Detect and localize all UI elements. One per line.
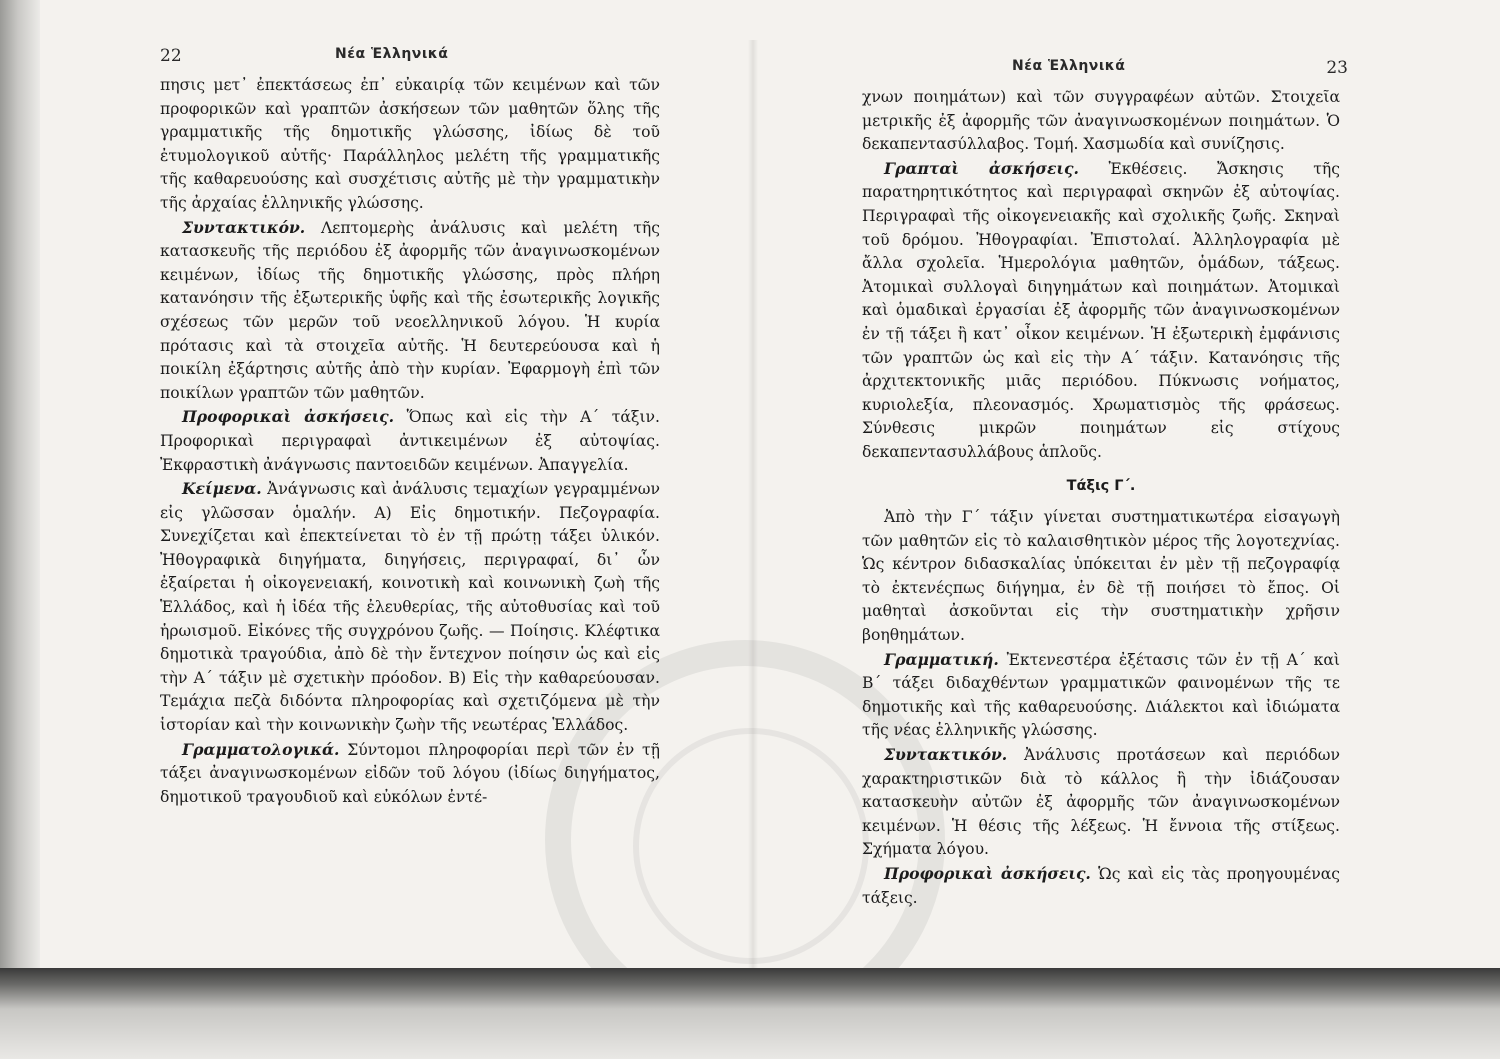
- paragraph: [160, 216, 660, 406]
- paragraph-label: Προφορικαὶ ἀσκήσεις.: [884, 864, 1091, 883]
- right-page-header: [862, 52, 1348, 86]
- paragraph: [862, 506, 1340, 648]
- left-running-title: Νέα Ἑλληνικά: [335, 46, 449, 62]
- paragraph: [862, 157, 1340, 465]
- paragraph: [160, 74, 660, 216]
- left-page-number: 22: [160, 46, 182, 66]
- paragraph: [862, 862, 1340, 910]
- paragraph-label: Συντακτικόν.: [182, 217, 306, 237]
- right-running-title: Νέα Ἑλληνικά: [1012, 58, 1126, 74]
- right-page-number: 23: [1326, 58, 1348, 78]
- left-page-body: [160, 74, 660, 809]
- paragraph: [862, 86, 1340, 157]
- left-page-header: [160, 40, 660, 74]
- paragraph-text: Ἀνάγνωσις καὶ ἀνάλυσις τεμαχίων γεγραμμένων εἰς γλῶσσαν ὁμαλήν. Α) Εἰς δημοτικήν. Πεζογραφία. Συνεχίζεται καὶ ἐπεκτείνεται τὸ ἐν τῇ πρώτῃ τάξει ὑλικόν. Ἠθογραφικὰ διηγήματα, διηγήσεις, περιγραφαί, δι᾽ ὧν ἐξαίρεται ἡ οἰκογενειακή, κοινοτικὴ καὶ κοινωνικὴ ζωὴ τῆς Ἑλλάδος, καὶ ἡ ἰδέα τῆς ἐλευθερίας, τῆς αὐτοθυσίας καὶ τοῦ ἡρωισμοῦ. Εἰκόνες τῆς συγχρόνου ζωῆς. — Ποίησις. Κλέφτικα δημοτικὰ τραγούδια, ἀπὸ δὲ τὴν ἔντεχνον ποίησιν ὡς καὶ εἰς τὴν Α΄ τάξιν μὲ σχετικὴν πρόοδον. Β) Εἰς τὴν καθαρεύουσαν. Τεμάχια πεζὰ διδόντα πληροφορίας καὶ σχετιζόμενα μὲ τὴν ἱστορίαν καὶ τὴν κοινωνικὴν ζωὴν τῆς νεωτέρας Ἑλλάδος.: [160, 480, 660, 735]
- paragraph-label: Γραμματολογικά.: [182, 739, 340, 759]
- left-page: [160, 40, 660, 809]
- paragraph-text: Ἐκθέσεις. Ἄσκησις τῆς παρατηρητικότητος καὶ περιγραφαὶ σκηνῶν ἐξ αὐτοψίας. Περιγραφαὶ τῆς οἰκογενειακῆς καὶ σχολικῆς ζωῆς. Σκηναὶ τοῦ δρόμου. Ἠθογραφίαι. Ἐπιστολαί. Ἀλληλογραφία μὲ ἄλλα σχολεῖα. Ἡμερολόγια μαθητῶν, ὁμάδων, τάξεως. Ἀτομικαὶ συλλογαὶ διηγημάτων καὶ ποιημάτων. Ἀτομικαὶ καὶ ὁμαδικαὶ ἐργασίαι ἐξ ἀφορμῆς τῶν ἀναγινωσκομένων ἐν τῇ τάξει ἢ κατ᾽ οἶκον κειμένων. Ἡ ἐξωτερικὴ ἐμφάνισις τῶν γραπτῶν ὡς καὶ εἰς τὴν Α΄ τάξιν. Κατανόησις τῆς ἀρχιτεκτονικῆς μιᾶς περιόδου. Πύκνωσις νοήματος, κυριολεξία, πλεονασμός. Χρωματισμὸς τῆς φράσεως. Σύνθεσις μικρῶν ποιημάτων εἰς στίχους δεκαπεντασυλλάβους ἁπλοῦς.: [862, 159, 1340, 461]
- paragraph: [160, 477, 660, 738]
- scan-left-edge: [0, 0, 40, 1059]
- paragraph: [862, 648, 1340, 743]
- paragraph-text: Ὡς καὶ εἰς τὰς προηγουμένας τάξεις.: [862, 865, 1340, 907]
- paragraph-text: Ἐκτενεστέρα ἐξέτασις τῶν ἐν τῇ Α΄ καὶ Β΄ τάξει διδαχθέντων γραμματικῶν φαινομένων τῆς τε δημοτικῆς καὶ τῆς καθαρευούσης. Διάλεκτοι καὶ ἰδιώματα τῆς νέας ἑλληνικῆς γλώσσης.: [862, 650, 1340, 740]
- section-heading: Τάξις Γ΄.: [1066, 477, 1136, 494]
- paragraph-label: Προφορικαὶ ἀσκήσεις.: [182, 407, 395, 427]
- paragraph-text: χνων ποιημάτων) καὶ τῶν συγγραφέων αὐτῶν. Στοιχεῖα μετρικῆς ἐξ ἀφορμῆς τῶν ἀναγινωσκομένων ποιημάτων. Ὁ δεκαπεντασύλλαβος. Τομή. Χασμωδία καὶ συνίζησις.: [862, 88, 1340, 154]
- paragraph-text: Λεπτομερὴς ἀνάλυσις καὶ μελέτη τῆς κατασκευῆς τῆς περιόδου ἐξ ἀφορμῆς τῶν ἀναγινωσκομένων κειμένων, ἰδίως τῆς δημοτικῆς γλώσσης, πρὸς πλήρη κατανόησιν τῆς ἐξωτερικῆς ὑφῆς καὶ τῆς ἐσωτερικῆς λογικῆς σχέσεως τῶν μερῶν τοῦ νεοελληνικοῦ λόγου. Ἡ κυρία πρότασις καὶ τὰ στοιχεῖα αὐτῆς. Ἡ δευτερεύουσα καὶ ἡ ποικίλη ἐξάρτησις αὐτῆς ἀπὸ τὴν κυρίαν. Ἐφαρμογὴ ἐπὶ τῶν ποικίλων γραπτῶν τῶν μαθητῶν.: [160, 218, 660, 402]
- paragraph: [862, 743, 1340, 862]
- watermark-seal-inner: [633, 728, 869, 964]
- paragraph-label: Γραπταὶ ἀσκήσεις.: [884, 158, 1079, 178]
- paragraph-text: Ἀπὸ τὴν Γ΄ τάξιν γίνεται συστηματικωτέρα εἰσαγωγὴ τῶν μαθητῶν εἰς τὸ καλαισθητικὸν μέρος τῆς λογοτεχνίας. Ὡς κέντρον διδασκαλίας ὑπόκειται ἐν μὲν τῇ πεζογραφίᾳ τὸ ἐκτενέςπως διήγημα, ἐν δὲ τῇ ποιήσει τὸ ἔπος. Οἱ μαθηταὶ ἀσκοῦνται εἰς τὴν συστηματικὴν χρῆσιν βοηθημάτων.: [862, 508, 1340, 645]
- paragraph-text: πησις μετ᾽ ἐπεκτάσεως ἐπ᾽ εὐκαιρίᾳ τῶν κειμένων καὶ τῶν προφορικῶν καὶ γραπτῶν ἀσκήσεων τῶν μαθητῶν ὅλης τῆς γραμματικῆς τῆς δημοτικῆς γλώσσης, ἰδίως δὲ τοῦ ἐτυμολογικοῦ αὐτῆς· Παράλληλος μελέτη τῆς γραμματικῆς τῆς καθαρευούσης καὶ συσχέτισις αὐτῆς μὲ τὴν γραμματικὴν τῆς ἀρχαίας ἑλληνικῆς γλώσσης.: [160, 76, 660, 212]
- paragraph-text: Ὅπως καὶ εἰς τὴν Α΄ τάξιν. Προφορικαὶ περιγραφαὶ ἀντικειμένων ἐξ αὐτοψίας. Ἐκφραστικὴ ἀνάγνωσις παντοειδῶν κειμένων. Ἀπαγγελία.: [160, 408, 660, 474]
- scan-bottom-shadow: [0, 968, 1500, 1059]
- right-page-body: [862, 86, 1340, 910]
- right-page: [862, 52, 1348, 910]
- paragraph: [160, 738, 660, 810]
- paragraph: [160, 405, 660, 477]
- paragraph-text: Ἀνάλυσις προτάσεων καὶ περιόδων χαρακτηριστικῶν διὰ τὸ κάλλος ἢ τὴν ἰδιάζουσαν κατασκευὴν αὐτῶν ἐξ ἀφορμῆς τῶν ἀναγινωσκομένων κειμένων. Ἡ θέσις τῆς λέξεως. Ἡ ἔννοια τῆς στίξεως. Σχήματα λόγου.: [862, 746, 1340, 859]
- paragraph-label: Γραμματική.: [884, 649, 999, 669]
- paragraph-text: Σύντομοι πληροφορίαι περὶ τῶν ἐν τῇ τάξει ἀναγινωσκομένων εἰδῶν τοῦ λόγου (ἰδίως διηγήματος, δημοτικοῦ τραγουδιοῦ καὶ εὐκόλων ἐντέ-: [160, 740, 660, 806]
- paragraph-label: Κείμενα.: [182, 479, 262, 499]
- paragraph-label: Συντακτικόν.: [884, 745, 1008, 765]
